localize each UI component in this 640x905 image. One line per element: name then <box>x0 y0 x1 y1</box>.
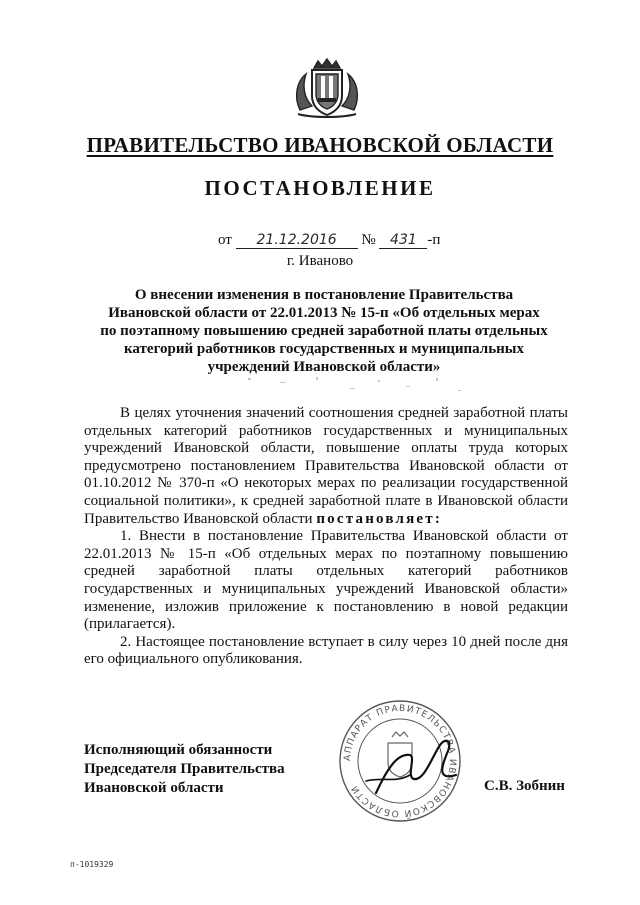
handwritten-number: 431 <box>379 232 427 249</box>
subject-line: О внесении изменения в постановление Правительства <box>134 287 514 303</box>
body-item-1: 1. Внести в постановление Правительства Ивановской области от 22.01.2013 № 15-п «Об отдельных мерах по поэтапному повышению средней заработной платы отдельных категорий работников государственных и муниципальных учреждений Ивановской области» изменение, изложив приложение к постановлению в новой редакции (прилагается). <box>84 528 568 633</box>
body-paragraph <box>84 405 568 528</box>
subject-line: Ивановской области от 22.01.2013 № 15-п «Об отдельных мерах <box>108 305 540 321</box>
document-type: ПОСТАНОВЛЕНИЕ <box>204 176 436 200</box>
seal-text: АППАРАТ ПРАВИТЕЛЬСТВА ИВАНОВСКОЙ ОБЛАСТИ <box>342 703 458 819</box>
number-sign: № <box>361 232 376 248</box>
footer-code: п-1019329 <box>70 860 114 869</box>
document-body <box>84 405 568 669</box>
document-subject <box>84 286 564 376</box>
signer-position <box>84 741 285 798</box>
subject-line: по поэтапному повышению средней заработной платы отдельных <box>100 323 548 339</box>
signer-position-line: Исполняющий обязанности <box>84 742 273 758</box>
government-title: ПРАВИТЕЛЬСТВО ИВАНОВСКОЙ ОБЛАСТИ <box>86 133 554 157</box>
subject-line: учреждений Ивановской области» <box>207 359 441 375</box>
date-number-line <box>218 232 440 249</box>
resolves-keyword: постановляет: <box>316 510 443 527</box>
signer-name: С.В. Зобнин <box>484 778 565 794</box>
intro-text: В целях уточнения значений соотношения средней заработной платы отдельных категорий работников государственных и муниципальных учреждений Ивановской области, повышение оплаты труда которых предусмотрено постановлением Правительства Ивановской области от 01.10.2012 № 370-п «О некоторых мерах по реализации государственной социальной политики», к средней заработной плате в Ивановской области Правительство Ивановской области <box>84 405 568 527</box>
date-prefix: от <box>218 232 232 248</box>
number-suffix: -п <box>427 232 441 248</box>
subject-line: категорий работников государственных и муниципальных <box>124 341 524 357</box>
city: г. Иваново <box>286 253 354 269</box>
scan-artifact <box>240 374 470 398</box>
official-seal <box>336 697 464 825</box>
signer-position-line: Председателя Правительства <box>84 761 285 777</box>
body-item-2: 2. Настоящее постановление вступает в силу через 10 дней после дня его официального опубликования. <box>84 633 568 668</box>
coat-of-arms-icon <box>292 58 362 120</box>
handwritten-date: 21.12.2016 <box>236 232 358 249</box>
signer-position-line: Ивановской области <box>84 780 224 796</box>
